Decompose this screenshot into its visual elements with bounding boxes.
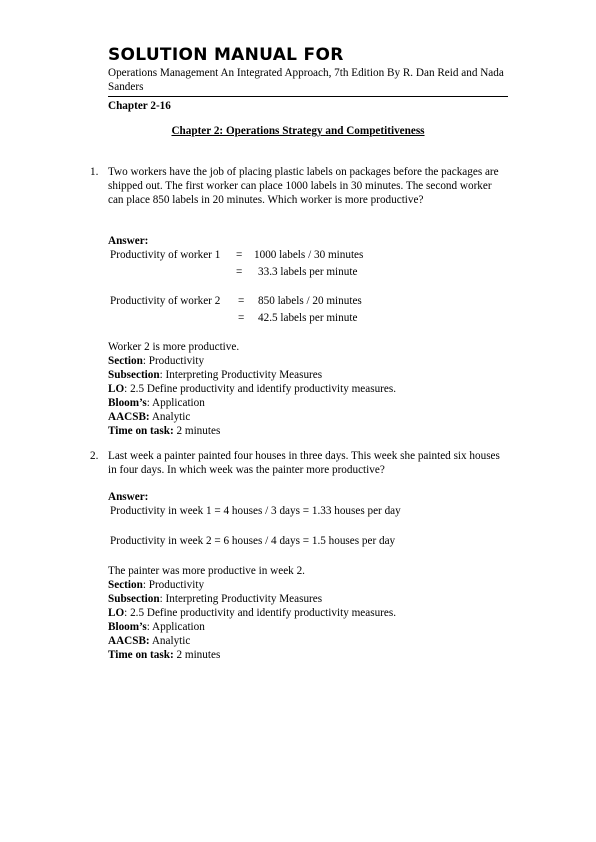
- banner-title: SOLUTION MANUAL FOR: [108, 45, 344, 65]
- calc-result: 33.3 labels per minute: [258, 266, 358, 278]
- meta-time: Time on task: 2 minutes: [108, 649, 221, 661]
- meta-bloom: Bloom’s: Application: [108, 621, 205, 633]
- calc-equals: =: [236, 266, 243, 278]
- book-subtitle: Operations Management An Integrated Approach, 7th Edition By R. Dan Reid and Nada Sanders: [108, 67, 504, 93]
- meta-aacsb: AACSB: Analytic: [108, 635, 191, 647]
- header-rule: [108, 96, 508, 97]
- question-number: 2.: [90, 450, 99, 462]
- calc-lhs: Productivity of worker 2: [110, 295, 221, 307]
- chapter-title: Chapter 2: Operations Strategy and Competitiveness: [171, 125, 425, 137]
- calc-equals: =: [238, 312, 245, 324]
- answer-label: Answer:: [108, 491, 149, 503]
- calc-line: Productivity in week 2 = 6 houses / 4 days = 1.5 houses per day: [110, 535, 396, 547]
- calc-lhs: Productivity of worker 1: [110, 249, 221, 261]
- question-number: 1.: [90, 166, 99, 178]
- meta-lo: LO: 2.5 Define productivity and identify productivity measures.: [108, 383, 397, 395]
- conclusion: Worker 2 is more productive.: [108, 341, 240, 353]
- calc-equals: =: [236, 249, 243, 261]
- meta-aacsb: AACSB: Analytic: [108, 411, 191, 423]
- conclusion: The painter was more productive in week 2.: [108, 565, 305, 577]
- meta-subsection: Subsection: Interpreting Productivity Measures: [108, 369, 323, 381]
- answer-label: Answer:: [108, 235, 149, 247]
- question-text: Last week a painter painted four houses in three days. This week she painted six houses in four days. In which week was the painter more productive?: [108, 450, 500, 476]
- meta-section: Section: Productivity: [108, 579, 205, 591]
- calc-rhs: 850 labels / 20 minutes: [258, 295, 362, 307]
- meta-section: Section: Productivity: [108, 355, 205, 367]
- meta-subsection: Subsection: Interpreting Productivity Measures: [108, 593, 323, 605]
- meta-lo: LO: 2.5 Define productivity and identify productivity measures.: [108, 607, 397, 619]
- meta-time: Time on task: 2 minutes: [108, 425, 221, 437]
- chapter-range: Chapter 2-16: [108, 100, 171, 112]
- calc-line: Productivity in week 1 = 4 houses / 3 days = 1.33 houses per day: [110, 505, 401, 517]
- meta-bloom: Bloom’s: Application: [108, 397, 205, 409]
- calc-equals: =: [238, 295, 245, 307]
- calc-rhs: 1000 labels / 30 minutes: [254, 249, 364, 261]
- calc-result: 42.5 labels per minute: [258, 312, 358, 324]
- question-text: Two workers have the job of placing plastic labels on packages before the packages are shipped out. The first worker can place 1000 labels in 30 minutes. The second worker can place 850 labels in 20 minutes. Which worker is more productive?: [108, 166, 499, 206]
